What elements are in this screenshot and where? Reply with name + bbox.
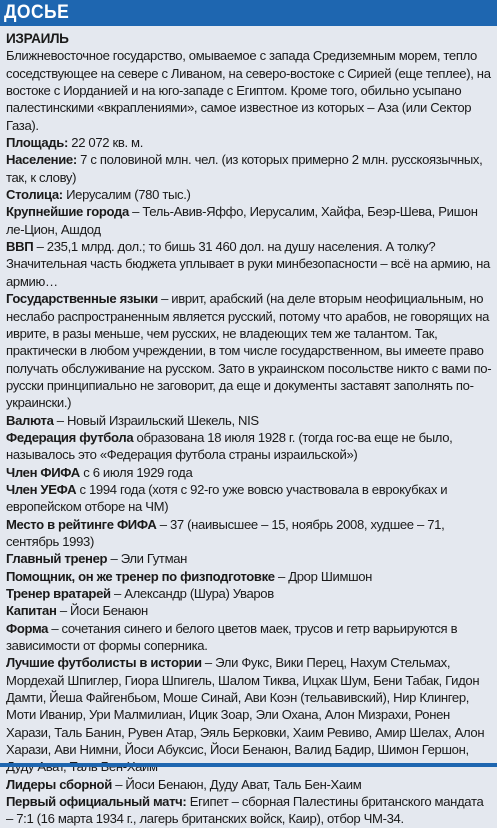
fact-text: – сочетания синего и белого цветов маек, трусов и гетр варьируются в зависимости от формы соперника. (6, 620, 458, 654)
fact-term: Площадь: (6, 135, 68, 151)
fact-entry (6, 238, 493, 290)
fact-entry (6, 203, 493, 238)
fact-entry (6, 151, 493, 186)
fact-term: ВВП (6, 239, 34, 255)
fact-term: Главный тренер (6, 551, 108, 567)
fact-entry (6, 429, 493, 464)
fact-text: Египет – сборная Палестины британского мандата – 7:1 (16 марта 1934 г., лагерь британских войск, Каир), отбор ЧМ-34. (6, 794, 484, 827)
fact-text: – Эли Фукс, Вики Перец, Нахум Стельмах, Мордехай Шпиглер, Гиора Шпигель, Шалом Тиква, Ицхак Шум, Бени Табак, Гидон Дамти, Йеша Файгенбьом, Моше Синай, Ави Коэн (тельавивский), Нир Клингер, Моти Иванир, Ури Малмилиан, Ицик Зоар, Эли Охана, Алон Мизрахи, Ронен Харази, Таль Банин, Рувен Атар, Эяль Берковки, Хаим Ревиво, Амир Шелах, Алон Харази, Ави Нимни, Йоси Абуксис, Йоси Бенаюн, Валид Бадир, Шимон Гершон, (6, 655, 485, 758)
fact-list (6, 134, 493, 828)
fact-entry (6, 776, 493, 793)
dossier-header (0, 0, 497, 26)
dossier-title: ДОСЬЕ (4, 2, 70, 23)
fact-text: – 235,1 млрд. дол.; то бишь 31 460 дол. на душу населения. А толку? Значительная часть бюджета уплывает в руки минбезопасности – всё на армию, на армию… (6, 239, 490, 289)
fact-entry (6, 464, 493, 481)
fact-entry (6, 412, 493, 429)
fact-text: – 37 (наивысшее – 15, ноябрь 2008, худшее – 71, сентябрь 1993) (6, 516, 445, 549)
fact-entry (6, 654, 493, 775)
fact-text: с 1994 года (хотя с 92-го уже вовсю участвовала в еврокубках и европейском отборе на ЧМ) (6, 481, 448, 515)
fact-text: Иерусалим (780 тыс.) (62, 187, 191, 203)
country-name: ИЗРАИЛЬ (6, 31, 69, 46)
fact-term: Государственные языки (6, 291, 158, 307)
fact-entry (6, 585, 493, 602)
fact-entry (6, 568, 493, 585)
intro-paragraph: Ближневосточное государство, омываемое с запада Средиземным морем, тепло соседствующее на севере с Ливаном, на северо-востоке с Сирией (еще теплее), на востоке с Иорданией и на юго-западе с Египтом. Кроме того, обильно усыпано палестинскими «вкраплениями», самое известное из которых – Аза (или Сектор Газа). (6, 48, 491, 133)
fact-term: Первый официальный матч: (6, 794, 187, 810)
fact-term: Население: (6, 152, 77, 168)
fact-entry (6, 550, 493, 567)
fact-text: образована 18 июля 1928 г. (тогда гос-ва еще не было, называлось это «Федерация футбола страны израильской») (6, 429, 453, 463)
dossier-body (0, 26, 497, 828)
fact-entry (6, 793, 493, 828)
fact-term: Крупнейшие города (6, 204, 129, 220)
fact-text: – Дрор Шимшон (274, 568, 373, 584)
fact-entry (6, 602, 493, 619)
fact-term: Член УЕФА (6, 481, 77, 497)
fact-text: с 6 июля 1929 года (79, 464, 193, 480)
fact-text: – Йоси Бенаюн, Дуду Ават, Таль Бен-Хаим (111, 776, 362, 792)
fact-entry (6, 186, 493, 203)
fact-text: – Новый Израильский Шекель, NIS (53, 412, 259, 428)
fact-term: Форма (6, 620, 49, 636)
fact-entry (6, 481, 493, 516)
fact-text: – Александр (Шура) Уваров (110, 586, 274, 601)
fact-text: – Тель-Авив-Яффо, Иерусалим, Хайфа, Беэр-Шева, Ришон ле-Цион, Ашдод (6, 204, 478, 237)
fact-term: Место в рейтинге ФИФА (6, 516, 157, 532)
fact-term: Лучшие футболисты в истории (6, 655, 202, 671)
fact-entry (6, 290, 493, 411)
fact-text: – Эли Гутман (107, 551, 188, 567)
fact-term: Член ФИФА (6, 464, 80, 480)
fact-term: Тренер вратарей (6, 586, 111, 601)
fact-entry (6, 516, 493, 551)
fact-term: Валюта (6, 412, 54, 428)
fact-term: Федерация футбола (6, 429, 134, 445)
fact-term: Столица: (6, 187, 63, 203)
fact-entry (6, 620, 493, 655)
fact-text: 22 072 кв. м. (67, 135, 143, 151)
fact-entry (6, 134, 493, 151)
fact-text: – Йоси Бенаюн (56, 603, 148, 619)
fact-term: Помощник, он же тренер по физподготовке (6, 568, 275, 584)
fact-text: – иврит, арабский (на деле вторым неофициальным, но неслабо распространенным является русский, потому что арабов, не говорящих на иврите, в разы меньше, чем русских, не владеющих тем же талантом. Так, практически в любом учреждении, в том числе государственном, вы имеете право получать обслуживание на русском. Зато в украинском посольстве никто с вами по-русски принципиально не заговорит, да еще и документы заставят заполнять по-украински.) (6, 291, 492, 411)
fact-text: 7 с половиной млн. чел. (из которых примерно 2 млн. русскоязычных, так, к слову) (6, 152, 483, 185)
fact-term: Капитан (6, 603, 57, 619)
bottom-rule (0, 763, 497, 767)
fact-term: Лидеры сборной (6, 776, 112, 792)
